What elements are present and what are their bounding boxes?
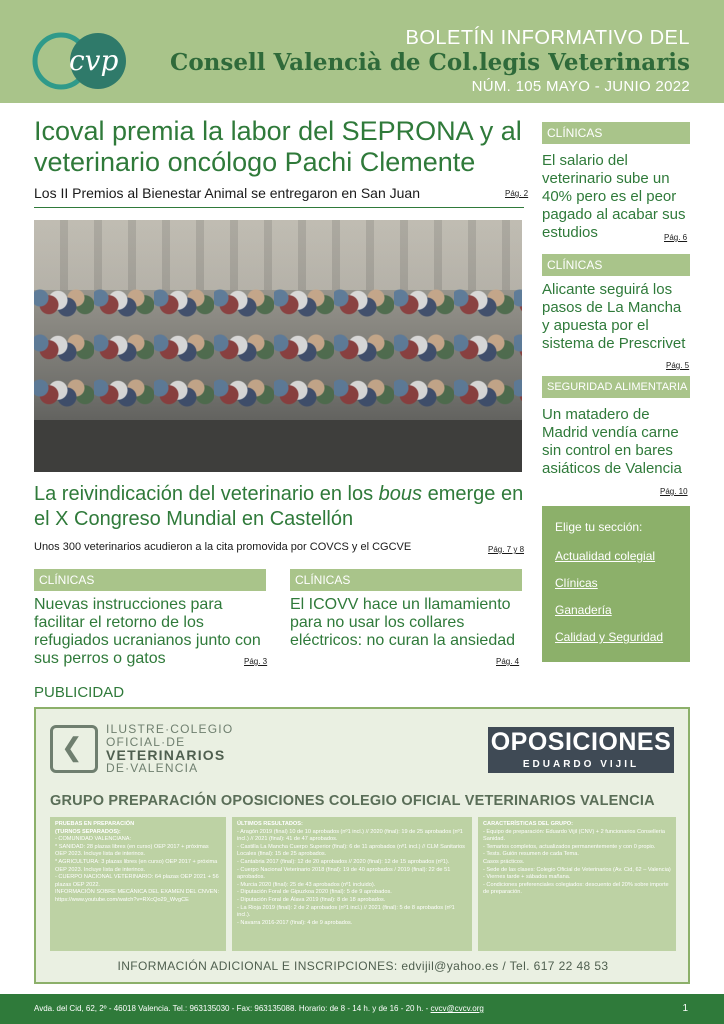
article-title[interactable]: El ICOVV hace un llamamiento para no usar los collares eléctricos: no curan la ansiedad <box>290 596 516 649</box>
colegio-name: ILUSTRE·COLEGIO OFICIAL·DE VETERINARIOS DE·VALENCIA <box>106 722 234 775</box>
oposiciones-brand-sub: EDUARDO VIJIL <box>488 757 674 773</box>
article-tag: CLÍNICAS <box>34 569 266 591</box>
sidebar-title[interactable]: Un matadero de Madrid vendía carne sin control en bares asiáticos de Valencia <box>542 406 682 477</box>
publisher-name: Consell Valencià de Col.legis Veterinaris <box>170 49 690 76</box>
page-number: 1 <box>682 1003 688 1014</box>
issue-number: NÚM. 105 MAYO - JUNIO 2022 <box>471 78 690 95</box>
advert-banner[interactable] <box>34 707 690 984</box>
footer-email-link[interactable]: cvcv@cvcv.org <box>430 1004 484 1013</box>
section-link-actualidad[interactable]: Actualidad colegial <box>555 549 656 563</box>
page-footer <box>0 994 724 1024</box>
advert-label: PUBLICIDAD <box>34 684 125 701</box>
section-link-clinicas[interactable]: Clínicas <box>555 576 598 590</box>
advert-column-caracteristicas: CARACTERÍSTICAS DEL GRUPO: - Equipo de preparación: Eduardo Vijil (CNV) + 2 funcionarios Conselleria Sanidad. - Temarios completos, actualizados permanentemente y con 0 propio. - Tests. Guión resumen de cada Tema. Casos prácticos. - Sede de las clases: Colegio Oficial de Veterinarios (Av. Cid, 62 – Valencia) - Viernes tarde + sábados mañana. - Condiciones preferenciales colegiados: descuento del 20% sobre importe de preparación. <box>478 817 676 951</box>
divider <box>34 207 524 208</box>
section-selector-label: Elige tu sección: <box>555 520 643 534</box>
masthead <box>0 0 724 103</box>
second-page-ref[interactable]: Pág. 7 y 8 <box>488 545 525 554</box>
second-headline[interactable]: La reivindicación del veterinario en los bous emerge en el X Congreso Mundial en Castellón <box>34 483 524 530</box>
sidebar-page-ref[interactable]: Pág. 6 <box>664 233 688 242</box>
main-headline[interactable]: Icoval premia la labor del SEPRONA y al veterinario oncólogo Pachi Clemente <box>34 116 522 177</box>
group-photo <box>34 220 522 472</box>
cvcv-logo-icon <box>32 32 130 90</box>
sidebar-tag: CLÍNICAS <box>542 122 690 144</box>
main-subtitle: Los II Premios al Bienestar Animal se entregaron en San Juan <box>34 185 420 201</box>
article-title[interactable]: Nuevas instrucciones para facilitar el retorno de los refugiados ucranianos junto con sus perros o gatos <box>34 596 261 667</box>
second-subtitle: Unos 300 veterinarios acudieron a la cita promovida por COVCS y el CGCVE <box>34 541 412 553</box>
article-page-ref[interactable]: Pág. 3 <box>244 657 268 666</box>
photo-crowd <box>34 280 522 420</box>
sidebar-page-ref[interactable]: Pág. 10 <box>660 487 688 496</box>
newsletter-label: BOLETÍN INFORMATIVO DEL <box>405 27 690 49</box>
advert-contact[interactable]: INFORMACIÓN ADICIONAL E INSCRIPCIONES: edvijil@yahoo.es / Tel. 617 22 48 53 <box>117 959 609 973</box>
photo-floor <box>34 420 522 472</box>
sidebar-tag: SEGURIDAD ALIMENTARIA <box>542 376 690 398</box>
sidebar-title[interactable]: El salario del veterinario sube un 40% pero es el peor pagado al acabar sus estudios <box>542 152 686 241</box>
advert-column-pruebas: PRUEBAS EN PREPARACIÓN (TURNOS SEPARADOS): - COMUNIDAD VALENCIANA: * SANIDAD: 28 plazas libres (en curso) OEP 2017 + próximas OEP 2023. Incluye lista de interinos. * AGRICULTURA: 3 plazas libres (en curso) OEP 2017 + próxima OEP 2023. Incluye lista de interinos. - CUERPO NACIONAL VETERINARIO: 64 plazas OEP 2021 + 56 plazas OEP 2022. INFORMACIÓN SOBRE MECÁNICA DEL EXAMEN DEL CNVEN: https://www.youtube.com/watch?v=RXcQo29_WvgCE <box>50 817 226 951</box>
oposiciones-brand: OPOSICIONES <box>488 727 674 757</box>
colegio-logo-icon: ❮ <box>50 725 98 773</box>
section-link-ganaderia[interactable]: Ganadería <box>555 603 612 617</box>
sidebar-tag: CLÍNICAS <box>542 254 690 276</box>
advert-column-resultados: ÚLTIMOS RESULTADOS: - Aragón 2019 (final) 10 de 10 aprobados (nº1 incl.) // 2020 (final): 19 de 25 aprobados (nº1 incl.) // 2021 (final): 41 de 47 aprobados. - Castilla La Mancha Cuerpo Superior (final): 6 de 11 aprobados (nº1 incl.) // CLM Sanitarios Locales (final): 15 de 25 aprobados. - Cantabria 2017 (final): 12 de 20 aprobados // 2020 (final): 12 de 15 aprobados (nº1). - Cuerpo Nacional Veterinario 2018 (final): 19 de 40 aprobados / 2019 (final): 22 de 51 aprobados. - Murcia 2020 (final): 25 de 43 aprobados (nº1 incluido). - Diputación Foral de Gipuzkoa 2020 (final): 5 de 9 aprobados. - Diputación Foral de Álava 2019 (final): 8 de 18 aprobados. - La Rioja 2019 (final): 2 de 2 aprobados (nº1 incl.) // 2021 (final): 5 de 8 aprobados (nº1 incl.). - Navarra 2016-2017 (final): 4 de 9 aprobados. <box>232 817 472 951</box>
footer-address: Avda. del Cid, 62, 2º - 46018 Valencia. Tel.: 963135030 - Fax: 963135088. Horario: de 8 - 14 h. y de 16 - 20 h. - cvcv@cvcv.org <box>34 1004 484 1013</box>
sidebar-title[interactable]: Alicante seguirá los pasos de La Mancha y apuesta por el sistema de Prescrivet <box>542 281 686 352</box>
article-page-ref[interactable]: Pág. 4 <box>496 657 520 666</box>
article-tag: CLÍNICAS <box>290 569 522 591</box>
sidebar-page-ref[interactable]: Pág. 5 <box>666 361 690 370</box>
svg-text:cvp: cvp <box>69 44 119 77</box>
section-link-calidad[interactable]: Calidad y Seguridad <box>555 630 664 644</box>
main-page-ref[interactable]: Pág. 2 <box>505 189 529 198</box>
advert-headline: GRUPO PREPARACIÓN OPOSICIONES COLEGIO OFICIAL VETERINARIOS VALENCIA <box>50 793 655 809</box>
section-selector <box>542 506 690 662</box>
